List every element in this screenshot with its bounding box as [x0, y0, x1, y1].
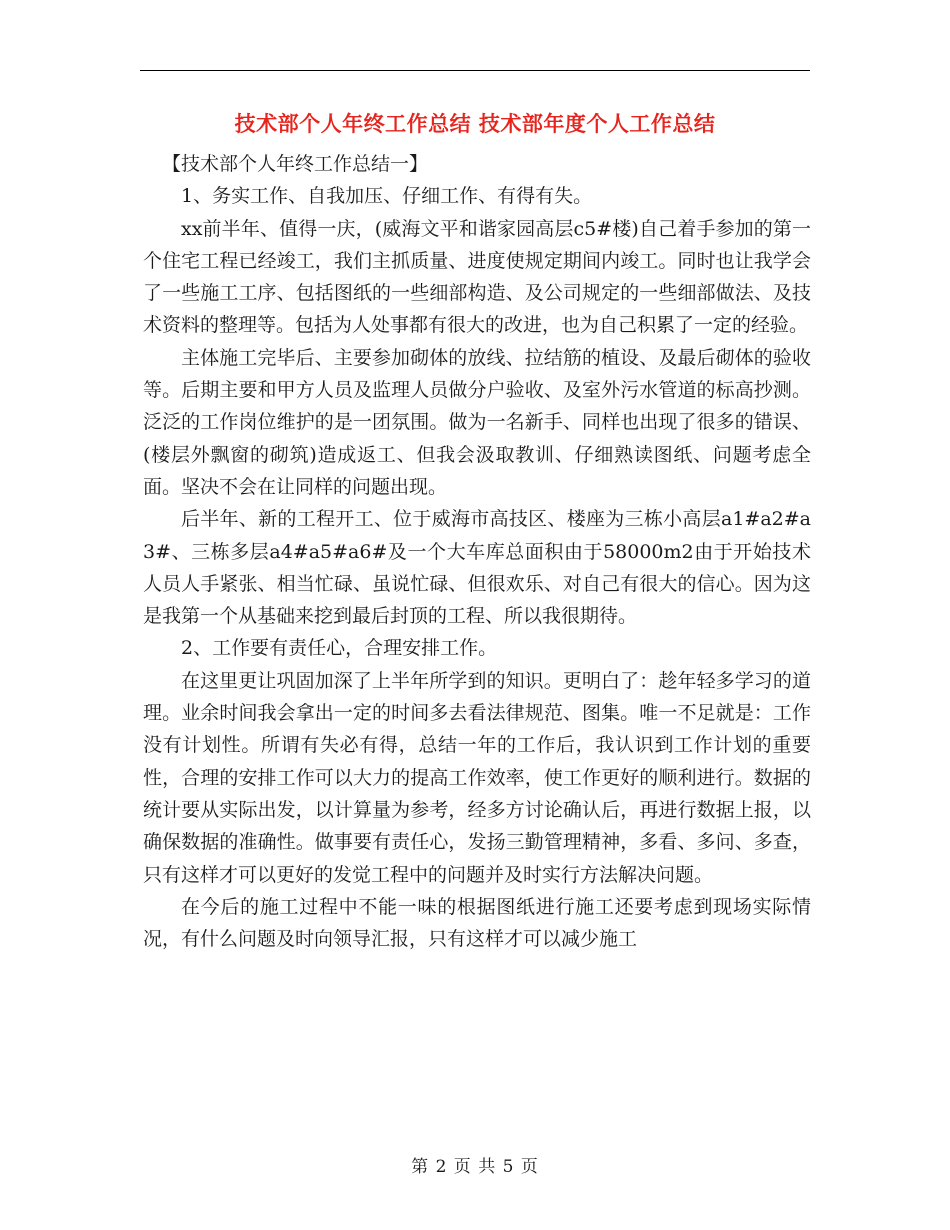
paragraph-point-2: 2、工作要有责任心，合理安排工作。 — [181, 637, 498, 660]
paragraph: 后半年、新的工程开工、位于威海市高技区、楼座为三栋小高层a1#a2#a3#、三栋多层a4#a5#a6#及一个大车库总面积由于58000m2由于开始技术人员人手紧张、相当忙碌、虽说忙碌、但很欢乐、对自己有很大的信心。因为这是我第一个从基础来挖到最后封顶的工程、所以我很期待。 — [143, 508, 811, 628]
paragraph: 在这里更让巩固加深了上半年所学到的知识。更明白了：趁年轻多学习的道理。业余时间我会拿出一定的时间多去看法律规范、图集。唯一不足就是：工作没有计划性。所谓有失必有得，总结一年的工作后，我认识到工作计划的重要性，合理的安排工作可以大力的提高工作效率，使工作更好的顺利进行。数据的统计要从实际出发，以计算量为参考，经多方讨论确认后，再进行数据上报，以确保数据的准确性。做事要有责任心，发扬三勤管理精神，多看、多问、多查，只有这样才可以更好的发觉工程中的问题并及时实行方法解决问题。 — [143, 669, 811, 886]
section-heading: 【技术部个人年终工作总结一】 — [162, 153, 429, 175]
paragraph-point-1: 1、务实工作、自我加压、仔细工作、有得有失。 — [181, 185, 593, 208]
paragraph: xx前半年、值得一庆，(威海文平和谐家园高层c5#楼)自己着手参加的第一个住宅工程已经竣工，我们主抓质量、进度使规定期间内竣工。同时也让我学会了一些施工工序、包括图纸的一些细部构造、及公司规定的一些细部做法、及技术资料的整理等。包括为人处事都有很大的改进，也为自己积累了一定的经验。 — [143, 217, 811, 337]
paragraph: 主体施工完毕后、主要参加砌体的放线、拉结筋的植设、及最后砌体的验收等。后期主要和甲方人员及监理人员做分户验收、及室外污水管道的标高抄测。泛泛的工作岗位维护的是一团氛围。做为一名新手、同样也出现了很多的错误、(楼层外飘窗的砌筑)造成返工、但我会汲取教训、仔细熟读图纸、问题考虑全面。坚决不会在让同样的问题出现。 — [143, 346, 811, 498]
document-title: 技术部个人年终工作总结 技术部年度个人工作总结 — [234, 112, 716, 136]
document-body — [143, 148, 811, 955]
header-rule — [140, 70, 810, 71]
paragraph: 在今后的施工过程中不能一味的根据图纸进行施工还要考虑到现场实际情况，有什么问题及时向领导汇报，只有这样才可以减少施工 — [143, 895, 811, 951]
page-footer: 第 2 页 共 5 页 — [411, 1157, 539, 1177]
